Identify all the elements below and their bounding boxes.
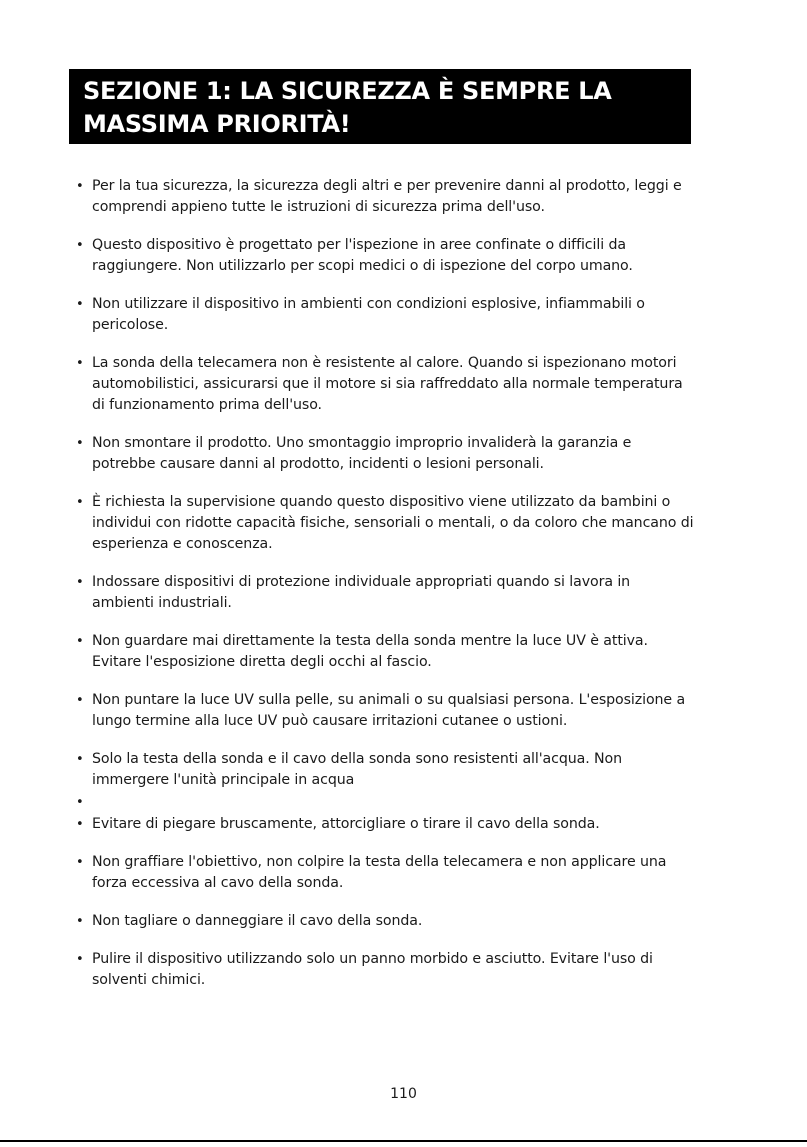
list-item: • Pulire il dispositivo utilizzando solo un panno morbido e asciutto. Evitare l'uso di solventi chimici. — [76, 949, 696, 991]
section-title-banner — [69, 69, 691, 144]
list-item: • Non guardare mai direttamente la testa della sonda mentre la luce UV è attiva. Evitare l'esposizione diretta degli occhi al fascio. — [76, 631, 696, 673]
list-item-empty — [76, 792, 696, 813]
section-title-line-1: SEZIONE 1: LA SICUREZZA È SEMPRE LA — [83, 77, 612, 105]
safety-instructions-list — [76, 176, 696, 1008]
list-item: • Evitare di piegare bruscamente, attorcigliare o tirare il cavo della sonda. — [76, 814, 696, 835]
list-item: • Non graffiare l'obiettivo, non colpire la testa della telecamera e non applicare una forza eccessiva al cavo della sonda. — [76, 852, 696, 894]
list-item: • È richiesta la supervisione quando questo dispositivo viene utilizzato da bambini o individui con ridotte capacità fisiche, sensoriali o mentali, o da coloro che mancano di esperienza e conoscenza. — [76, 492, 696, 555]
section-title-line-2: MASSIMA PRIORITÀ! — [83, 110, 351, 138]
list-item: • La sonda della telecamera non è resistente al calore. Quando si ispezionano motori automobilistici, assicurarsi que il motore si sia raffreddato alla normale temperatura di funzionamento prima dell'uso. — [76, 353, 696, 416]
list-item: • Non tagliare o danneggiare il cavo della sonda. — [76, 911, 696, 932]
list-item: • Per la tua sicurezza, la sicurezza degli altri e per prevenire danni al prodotto, leggi e comprendi appieno tutte le istruzioni di sicurezza prima dell'uso. — [76, 176, 696, 218]
list-item: • Questo dispositivo è progettato per l'ispezione in aree confinate o difficili da raggiungere. Non utilizzarlo per scopi medici o di ispezione del corpo umano. — [76, 235, 696, 277]
bottom-divider — [0, 1140, 807, 1142]
list-item: • Solo la testa della sonda e il cavo della sonda sono resistenti all'acqua. Non immergere l'unità principale in acqua — [76, 749, 696, 791]
list-item: • Non puntare la luce UV sulla pelle, su animali o su qualsiasi persona. L'esposizione a lungo termine alla luce UV può causare irritazioni cutanee o ustioni. — [76, 690, 696, 732]
list-item: • Indossare dispositivi di protezione individuale appropriati quando si lavora in ambienti industriali. — [76, 572, 696, 614]
list-item: • Non smontare il prodotto. Uno smontaggio improprio invaliderà la garanzia e potrebbe causare danni al prodotto, incidenti o lesioni personali. — [76, 433, 696, 475]
list-item: • Non utilizzare il dispositivo in ambienti con condizioni esplosive, infiammabili o pericolose. — [76, 294, 696, 336]
page-number: 110 — [390, 1086, 417, 1102]
